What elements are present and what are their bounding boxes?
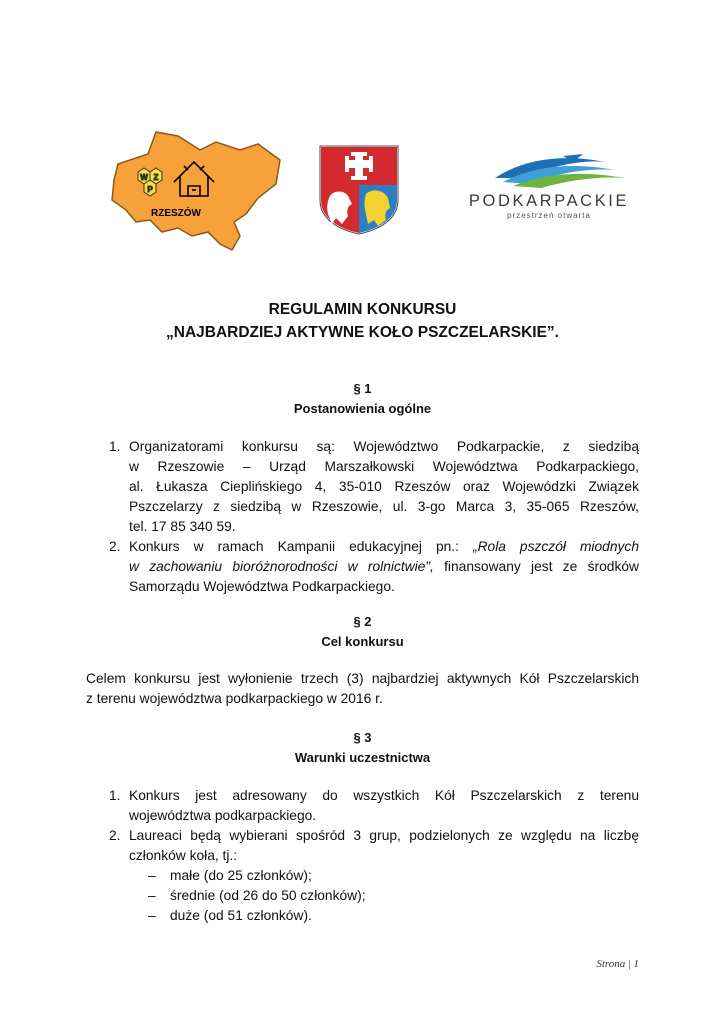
text-span: Konkurs w ramach Kampanii edukacyjnej pn.: xyxy=(129,539,473,554)
text-line: członków koła, tj.: xyxy=(129,848,238,863)
section2-number: § 2 xyxy=(353,614,372,629)
podkarpackie-crest-logo xyxy=(318,144,400,236)
wzp-letter-w: W xyxy=(140,173,148,182)
dash-bullet-icon: – xyxy=(148,868,156,883)
text-line: al. Łukasza Cieplińskiego 4, 35-010 Rzeszów oraz Wojewódzki Związek xyxy=(129,479,639,494)
list-number: 1. xyxy=(109,439,121,454)
section1-heading: Postanowienia ogólne xyxy=(293,401,432,416)
text-line xyxy=(129,557,639,577)
text-line: z terenu województwa podkarpackiego w 2016 r. xyxy=(86,691,383,706)
wzp-letter-z: Z xyxy=(153,173,159,182)
wzp-letter-p: P xyxy=(147,185,153,194)
footer-separator: | xyxy=(628,958,631,970)
text-line: Celem konkursu jest wyłonienie trzech (3) najbardziej aktywnych Kół Pszczelarskich xyxy=(86,671,639,686)
document-title-line2: „NAJBARDZIEJ AKTYWNE KOŁO PSZCZELARSKIE”. xyxy=(166,324,559,341)
section3-heading: Warunki uczestnictwa xyxy=(294,750,431,765)
podkarpackie-tagline-text: przestrzeń otwarta xyxy=(507,211,591,220)
page-number: 1 xyxy=(633,958,639,970)
text-line xyxy=(129,537,639,557)
text-line: w Rzeszowie – Urząd Marszałkowski Województwa Podkarpackiego, xyxy=(129,459,639,474)
podkarpackie-brand-logo xyxy=(455,148,645,228)
text-line: Pszczelarzy z siedzibą w Rzeszowie, ul. 3-go Marca 3, 35-065 Rzeszów, xyxy=(129,499,639,514)
dash-bullet-icon: – xyxy=(148,908,156,923)
list-number: 2. xyxy=(109,828,121,843)
group-item: średnie (od 26 do 50 członków); xyxy=(170,888,366,903)
section2-heading: Cel konkursu xyxy=(321,634,404,649)
text-line: Organizatorami konkursu są: Województwo Podkarpackie, z siedzibą xyxy=(129,439,639,454)
page-label: Strona xyxy=(596,958,626,970)
campaign-name-italic: „Rola pszczół miodnych xyxy=(472,539,639,554)
section2-paragraph xyxy=(86,669,639,709)
section3-number: § 3 xyxy=(353,730,372,745)
text-span: finansowany jest ze środków xyxy=(433,559,639,574)
list-number: 2. xyxy=(109,539,121,554)
section1-number: § 1 xyxy=(353,381,372,396)
page-footer xyxy=(596,958,639,970)
text-line: województwa podkarpackiego. xyxy=(129,808,317,823)
text-line: Konkurs jest adresowany do wszystkich Kół Pszczelarskich z terenu xyxy=(129,788,639,803)
wzp-rzeszow-logo xyxy=(108,124,288,252)
text-line: Laureaci będą wybierani spośród 3 grup, podzielonych ze względu na liczbę xyxy=(129,828,639,843)
group-item: duże (od 51 członków). xyxy=(170,908,312,923)
wzp-city-text: RZESZÓW xyxy=(151,208,201,219)
document-title-line1: REGULAMIN KONKURSU xyxy=(268,301,457,318)
dash-bullet-icon: – xyxy=(148,888,156,903)
podkarpackie-name-text: PODKARPACKIE xyxy=(468,192,630,210)
group-item: małe (do 25 członków); xyxy=(170,868,312,883)
logo-row xyxy=(0,120,725,260)
text-line: Samorządu Województwa Podkarpackiego. xyxy=(129,579,395,594)
list-number: 1. xyxy=(109,788,121,803)
text-line: tel. 17 85 340 59. xyxy=(129,519,236,534)
campaign-name-italic: w zachowaniu bioróżnorodności w rolnictwie”, xyxy=(129,559,434,574)
